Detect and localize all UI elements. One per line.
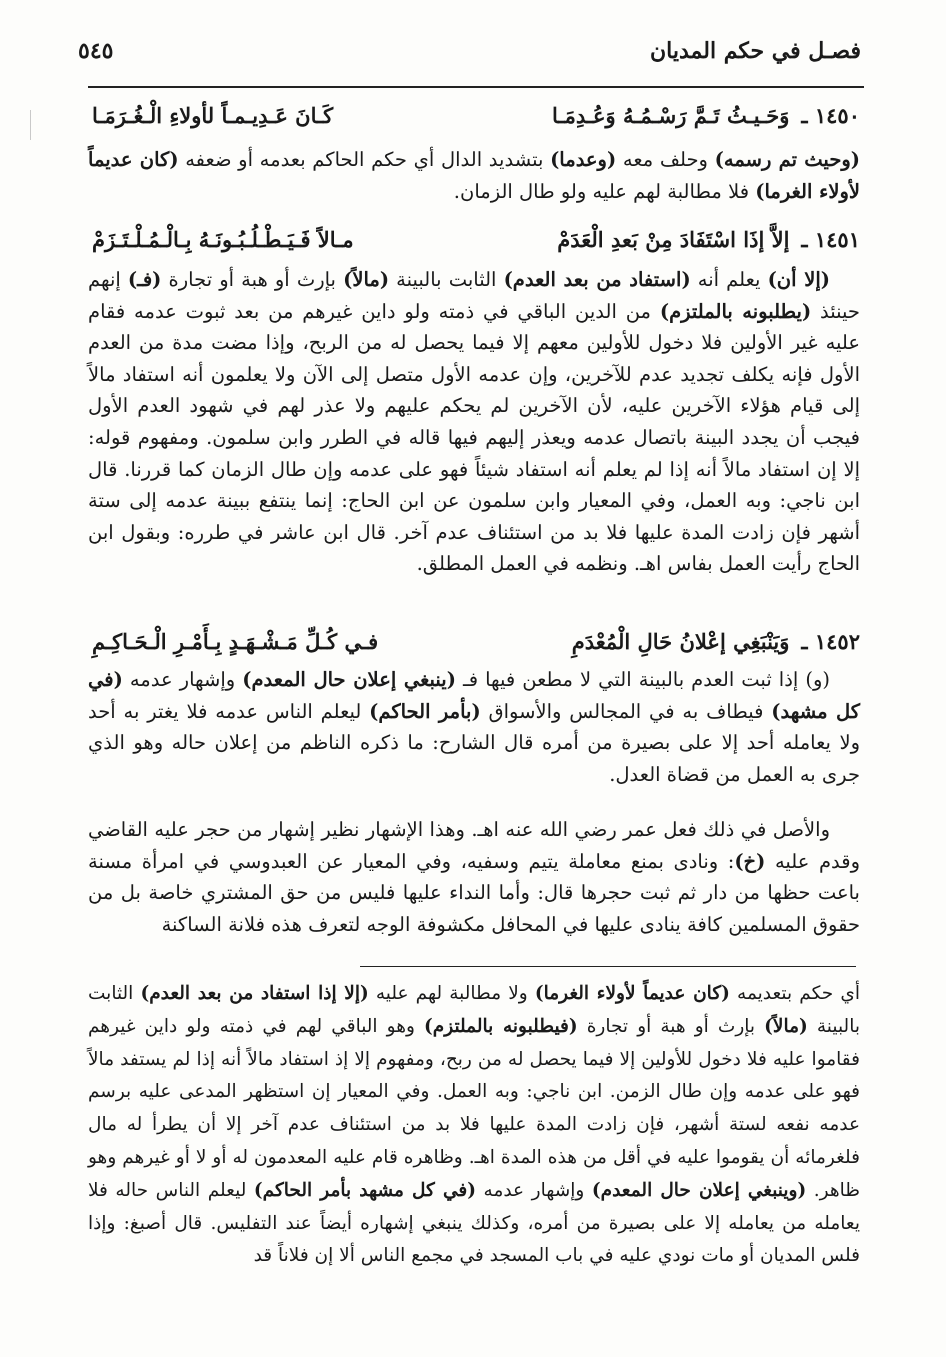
- commentary-1450: [88, 144, 860, 207]
- running-header: [78, 30, 861, 72]
- footnote-text: وهو الباقي لهم في ذمته ولو داين غيرهم فقاموا عليه فلا دخول للأولين إلا فيما يحصل له من ربح، ومفهوم إلا إذ استفاد مالاً أنه إذا لم يستفد مالاً فهو على عدمه وإن طال الزمن. ابن ناجي: وبه العمل. وفي المعيار إن استظهر المدعى عليه برسم عدمه نفعه لستة أشهر، فإن زادت المدة عليها فلا بد من استئناف عدم آخر إلا أن يطرأ له مال فلغرمائه أن يقوموا عليه في أقل من هذه المدة اهـ. وظاهره قام عليه المعدمون له أو لا أو غيرهم وهو ظاهر.: [88, 1015, 860, 1201]
- footnote-text: بإرث أو هبة أو تجارة: [577, 1015, 765, 1037]
- footnote: [88, 978, 860, 1273]
- commentary-text: بإرث أو هبة أو تجارة: [161, 268, 344, 291]
- verse-hemistich-second: فـي كُـلِّ مَـشْـهَـدٍ بِـأَمْـرِ الْـحَـاكِـمِ: [92, 628, 379, 654]
- commentary-text: وإشهار عدمه: [122, 668, 243, 691]
- verse-1450: [92, 98, 860, 132]
- quoted-term: (بأمر الحاكم): [369, 699, 481, 723]
- chapter-title: فصـل في حكم المديان: [650, 38, 861, 64]
- commentary-text: بتشديد الدال أي حكم الحاكم بعدمه أو ضعفه: [178, 148, 551, 171]
- commentary-text: : ونادى بمنع معاملة يتيم وسفيه، وفي المعيار عن العبدوسي في امرأة مسنة باعت حظها من دار ثم ثبت حجرها قال: وأما النداء عليها فليس من حق المشتري خاصة بل من حقوق المسلمين كافة ينادى عليها في المحافل مكشوفة الوجه لتعرف هذه فلانة الساكنة: [88, 849, 860, 936]
- verse-1451: [92, 222, 860, 256]
- commentary-1452: [88, 664, 860, 790]
- verse-hemistich-first: وَيَنْبَغِي إعْلانُ حَالِ الْمُعْدَمِ: [571, 628, 790, 654]
- quoted-term: (كان عديماً لأولاء الغرما): [88, 148, 860, 203]
- quoted-term: (إلا إذا استفاد من بعد العدم): [140, 983, 369, 1004]
- quoted-term: (خ): [734, 849, 766, 873]
- commentary-text: ليعلم الناس عدمه فلا يغتر به أحد ولا يعامله أحد إلا على بصيرة من أمره قال الشارح: ما ذكره الناظم من إعلان حاله وهو الذي جرى به العمل من قضاة العدل.: [88, 699, 860, 786]
- verse-hemistich-second: كَـانَ عَـدِيـمـاً لأولاءِ الْـغُـرَمَـا: [92, 102, 334, 128]
- verse-number: ١٤٥١ ـ: [801, 226, 860, 252]
- commentary-text: فيطاف به في المجالس والأسواق: [480, 699, 772, 723]
- footnote-text: الثابت بالبينة: [88, 983, 860, 1037]
- footnote-text: أي حكم بتعديمه: [729, 983, 860, 1004]
- commentary-1451: [88, 264, 860, 580]
- quoted-term: (وعدما): [550, 148, 617, 171]
- commentary-text: (و) إذا ثبت العدم بالبينة التي لا مطعن فيها فـ: [455, 668, 830, 691]
- footnote-separator: [360, 966, 856, 967]
- quoted-term: (يطلبونه بالملتزم): [659, 299, 812, 323]
- verse-hemistich-second: مـالاً فَـيَـطْـلُـبُـونَـهُ بِـالْـمُـلْـتَـزَمْ: [92, 226, 354, 252]
- footnote-text: ولا مطالبة لهم عليه: [368, 983, 535, 1004]
- commentary-text: إنهم حينئذ: [88, 268, 860, 323]
- quoted-term: (كان عديماً لأولاء الغرما): [534, 983, 730, 1004]
- verse-hemistich-first: وَحَـيـثُ تَـمَّ رَسْـمُـهُ وَعُـدِمَـا: [552, 102, 790, 128]
- verse-hemistich-first: إلاَّ إذَا اسْتَفَادَ مِنْ بَعدِ الْعَدَمْ: [557, 226, 790, 252]
- quoted-term: (إلا أن): [767, 268, 830, 291]
- verse-1452: [92, 624, 860, 658]
- commentary-text: وحلف معه: [616, 148, 715, 171]
- footnote-text: وإشهار عدمه: [475, 1179, 592, 1201]
- commentary-text: الثابت بالبينة: [389, 268, 504, 291]
- quoted-term: (في كل مشهد بأمر الحاكم): [253, 1179, 476, 1201]
- quoted-term: (وحيث تم رسمه): [714, 148, 861, 171]
- quoted-term: (ينبغي إعلان حال المعدم): [242, 668, 456, 691]
- quoted-term: (مالاً): [343, 268, 390, 291]
- verse-number: ١٤٥٢ ـ: [801, 628, 860, 654]
- quoted-term: (استفاد من بعد العدم): [503, 268, 691, 291]
- quoted-term: (وينبغي إعلان حال المعدم): [591, 1179, 807, 1201]
- header-rule: [88, 86, 864, 88]
- commentary-origin: [88, 814, 860, 940]
- commentary-text: يعلم أنه: [690, 268, 768, 291]
- verse-number: ١٤٥٠ ـ: [801, 102, 860, 128]
- page-number: ٥٤٥: [78, 38, 114, 64]
- quoted-term: (فيطلبونه بالملتزم): [424, 1015, 578, 1037]
- margin-mark: [30, 110, 31, 140]
- quoted-term: (في كل مشهد): [88, 668, 860, 723]
- quoted-term: (مالاً): [764, 1015, 808, 1037]
- commentary-text: فلا مطالبة لهم عليه ولو طال الزمان.: [453, 179, 756, 203]
- footnote-text: ليعلم الناس حاله فلا يعامله من يعامله إلا على بصيرة من أمره، وكذلك ينبغي إشهاره أيضاً عند التفليس. قال أصبغ: وإذا فلس المديان أو مات نودي عليه في باب المسجد في مجمع الناس ألا إن فلاناً قد: [88, 1179, 860, 1267]
- commentary-text: والأصل في ذلك فعل عمر رضي الله عنه اهـ. وهذا الإشهار نظير إشهار من حجر عليه القاضي وقدم عليه: [88, 818, 860, 873]
- commentary-text: من الدين الباقي في ذمته ولو داين غيرهم من بعد ثبوت عدمه فقام عليه غير الأولين فلا دخول للأولين معهم إلا فيما يحصل له من الربح، وإذا مضت مدة من العدم الأول فإنه يكلف تجديد عدم للآخرين، وإن عدمه الأول متصل إلى الآن ولا يعلمون أنه استفاد مالاً إلى قيام هؤلاء الآخرين عليه، لأن الآخرين لم يحكم عليهم ولا عذر لهم في شهود العدم الأول فيجب أن يجدد البينة باتصال عدمه ويعذر إليهم فيها قاله في الطرر وابن سلمون. ومفهوم قوله: إلا إن استفاد مالاً أنه إذا لم يعلم أنه استفاد شيئاً فهو على عدمه وإن طال الزمان كما قررنا. قال ابن ناجي: وبه العمل، وفي المعيار وابن سلمون عن ابن الحاج: إنما ينتفع ببينة عدمه إلى ستة أشهر فإن زادت المدة عليها فلا بد من استئناف عدم آخر. قال ابن عاشر في طرره: وبقول ابن الحاج رأيت العمل بفاس اهـ. ونظمه في العمل المطلق.: [88, 299, 860, 576]
- quoted-term: (فـ): [127, 268, 162, 291]
